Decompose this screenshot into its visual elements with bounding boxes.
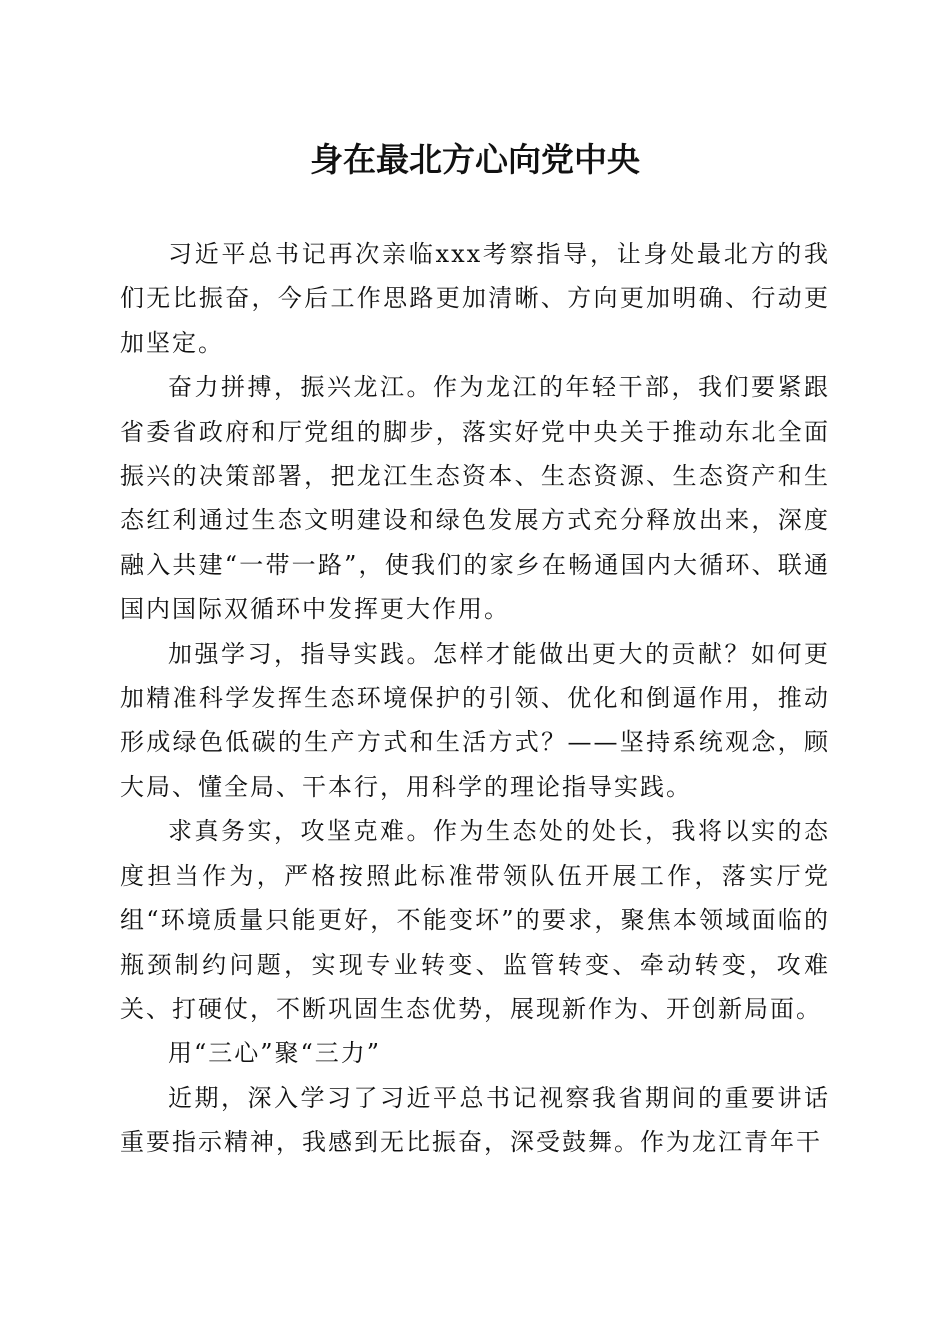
paragraph-qiuzhen-wushi: 求真务实，攻坚克难。作为生态处的处长，我将以实的态度担当作为，严格按照此标准带领队伍开展工作，落实厅党组“环境质量只能更好，不能变坏”的要求，聚焦本领域面临的瓶颈制约问题，实现专业转变、监管转变、牵动转变，攻难关、打硬仗，不断巩固生态优势，展现新作为、开创新局面。 [120,817,830,1023]
document-body [120,232,830,1165]
paragraph-jinqi: 近期，深入学习了习近平总书记视察我省期间的重要讲话重要指示精神，我感到无比振奋，深受鼓舞。作为龙江青年干 [120,1083,830,1157]
paragraph-fenli-pinbo: 奋力拼搏，振兴龙江。作为龙江的年轻干部，我们要紧跟省委省政府和厅党组的脚步，落实好党中央关于推动东北全面振兴的决策部署，把龙江生态资本、生态资源、生态资产和生态红利通过生态文明建设和绿色发展方式充分释放出来，深度融入共建“一带一路”，使我们的家乡在畅通国内大循环、联通国内国际双循环中发挥更大作用。 [120,373,830,624]
paragraph-jiaqiang-xuexi: 加强学习，指导实践。怎样才能做出更大的贡献？如何更加精准科学发挥生态环境保护的引领、优化和倒逼作用，推动形成绿色低碳的生产方式和生活方式？——坚持系统观念，顾大局、懂全局、干本行，用科学的理论指导实践。 [120,639,830,801]
paragraph-intro: 习近平总书记再次亲临xxx考察指导，让身处最北方的我们无比振奋，今后工作思路更加清晰、方向更加明确、行动更加坚定。 [120,240,830,357]
section-heading-sanxin: 用“三心”聚“三力” [168,1039,382,1068]
document-title: 身在最北方心向党中央 [310,140,640,179]
